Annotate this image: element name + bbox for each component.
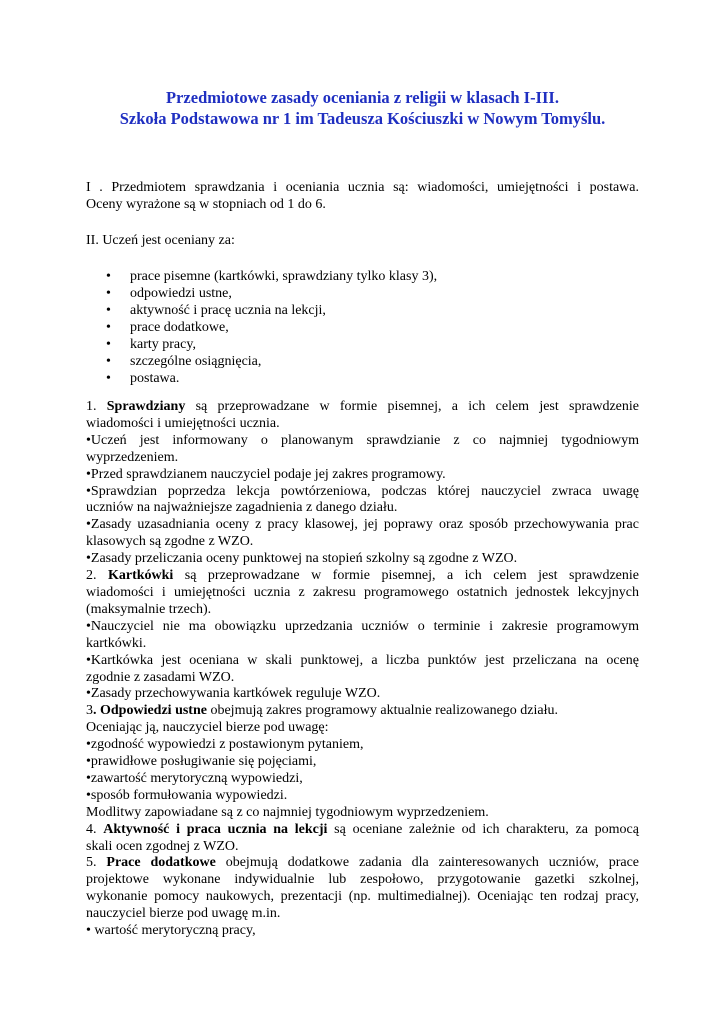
paragraph-2-line: zgodnie z zasadami WZO.	[86, 669, 235, 685]
bullet-icon: •	[106, 371, 111, 386]
bullet-icon: •	[106, 354, 111, 369]
paragraph-2-line: •Zasady przechowywania kartkówek reguluje WZO.	[86, 686, 381, 702]
list-item: • prace pisemne (kartkówki, sprawdziany tylko klasy 3),	[106, 269, 438, 284]
paragraph-3-line: •prawidłowe posługiwanie się pojęciami,	[86, 754, 317, 770]
paragraph-2-line: (maksymalnie trzech).	[86, 601, 212, 617]
paragraph-1-line: •Uczeń jest informowany o planowanym sprawdzianie z co najmniej tygodniowym	[86, 432, 639, 448]
paragraph-2-line: wiadomości i umiejętności ucznia z zakresu programowego ostatnich jednostek lekcyjnych	[86, 584, 639, 600]
paragraph-2-heading: Kartkówki	[107, 568, 174, 584]
bullet-icon: •	[106, 269, 111, 284]
section-1-line2: Oceny wyrażone są w stopniach od 1 do 6.	[86, 196, 326, 212]
bullet-icon: •	[106, 303, 111, 318]
section-2-heading-text: II. Uczeń jest oceniany za:	[86, 233, 235, 248]
paragraph-1-line: •Przed sprawdzianem nauczyciel podaje jej zakres programowy.	[86, 466, 446, 482]
list-item: • postawa.	[106, 371, 180, 386]
paragraph-1-line: 1. Sprawdziany są przeprowadzane w formie pisemnej, a ich celem jest sprawdzenie	[86, 399, 639, 414]
paragraph-3-line: •zgodność wypowiedzi z postawionym pytaniem,	[86, 737, 364, 753]
paragraph-2-line: •Kartkówka jest oceniana w skali punktowej, a liczba punktów jest przeliczana na ocenę	[86, 652, 639, 668]
paragraph-3-line: Oceniając ją, nauczyciel bierze pod uwagę:	[86, 720, 329, 736]
paragraph-1-line: wyprzedzeniem.	[86, 449, 179, 465]
paragraph-5-line: wykonanie pomocy naukowych, prezentacji (np. multimedialnej). Oceniając ten rodzaj pracy,	[86, 889, 639, 905]
paragraph-2-line: kartkówki.	[86, 635, 147, 651]
paragraph-5-line: • wartość merytoryczną pracy,	[86, 923, 256, 939]
paragraph-3-line: •zawartość merytoryczną wypowiedzi,	[86, 770, 303, 786]
paragraph-1-line: •Sprawdzian poprzedza lekcja powtórzeniowa, podczas której nauczyciel zwraca uwagę	[86, 483, 639, 499]
paragraph-3-heading: . Odpowiedzi ustne	[93, 703, 207, 719]
paragraph-1-line: uczniów na najważniejsze zagadnienia z danego działu.	[86, 500, 398, 516]
paragraph-4-heading: Aktywność i praca ucznia na lekcji	[103, 821, 328, 837]
list-item: • prace dodatkowe,	[106, 320, 229, 335]
list-item: • odpowiedzi ustne,	[106, 286, 232, 301]
paragraph-5-line: 5. Prace dodatkowe obejmują dodatkowe zadania dla zainteresowanych uczniów, prace	[86, 855, 640, 871]
paragraph-2-line: 2. Kartkówki są przeprowadzane w formie pisemnej, a ich celem jest sprawdzenie	[86, 568, 639, 584]
document-title-line1: Przedmiotowe zasady oceniania z religii w klasach I-III.	[166, 88, 559, 107]
paragraph-3-line: Modlitwy zapowiadane są z co najmniej tygodniowym wyprzedzeniem.	[86, 804, 489, 820]
list-item: • aktywność i pracę ucznia na lekcji,	[106, 303, 326, 318]
paragraph-4-line: skali ocen zgodnej z WZO.	[86, 838, 239, 854]
paragraph-3-line: 3. Odpowiedzi ustne obejmują zakres programowy aktualnie realizowanego działu.	[86, 703, 558, 719]
paragraph-1-line: klasowych są zgodne z WZO.	[86, 534, 254, 550]
assessment-list	[106, 268, 437, 387]
section-1	[86, 180, 639, 214]
paragraph-1-line: wiadomości i umiejętności ucznia.	[86, 415, 280, 431]
grading-details	[86, 399, 639, 940]
paragraph-1-heading: Sprawdziany	[106, 399, 186, 414]
section-1-line1: I . Przedmiotem sprawdzania i oceniania ucznia są: wiadomości, umiejętności i postawa.	[86, 180, 639, 195]
bullet-icon: •	[106, 320, 111, 335]
paragraph-5-line: projektowe wykonane indywidualnie lub zespołowo, przygotowanie gazetki szkolnej,	[86, 872, 639, 888]
paragraph-1-line: •Zasady przeliczania oceny punktowej na stopień szkolny są zgodne z WZO.	[86, 551, 518, 567]
paragraph-2-line: •Nauczyciel nie ma obowiązku uprzedzania uczniów o terminie i zakresie programowym	[86, 618, 639, 634]
list-item: • szczególne osiągnięcia,	[106, 354, 262, 369]
paragraph-1-line: •Zasady uzasadniania oceny z pracy klasowej, jej poprawy oraz sposób przechowywania prac	[86, 517, 639, 533]
list-item: • karty pracy,	[106, 337, 196, 352]
paragraph-4-line: 4. Aktywność i praca ucznia na lekcji są oceniane zależnie od ich charakteru, za pomocą	[86, 821, 639, 837]
document-title-line2: Szkoła Podstawowa nr 1 im Tadeusza Kościuszki w Nowym Tomyślu.	[119, 109, 606, 128]
paragraph-3-line: •sposób formułowania wypowiedzi.	[86, 787, 288, 803]
paragraph-5-heading: Prace dodatkowe	[106, 855, 216, 871]
paragraph-5-line: nauczyciel bierze pod uwagę m.in.	[86, 906, 281, 922]
section-2-heading	[86, 233, 639, 250]
bullet-icon: •	[106, 286, 111, 301]
bullet-icon: •	[106, 337, 111, 352]
